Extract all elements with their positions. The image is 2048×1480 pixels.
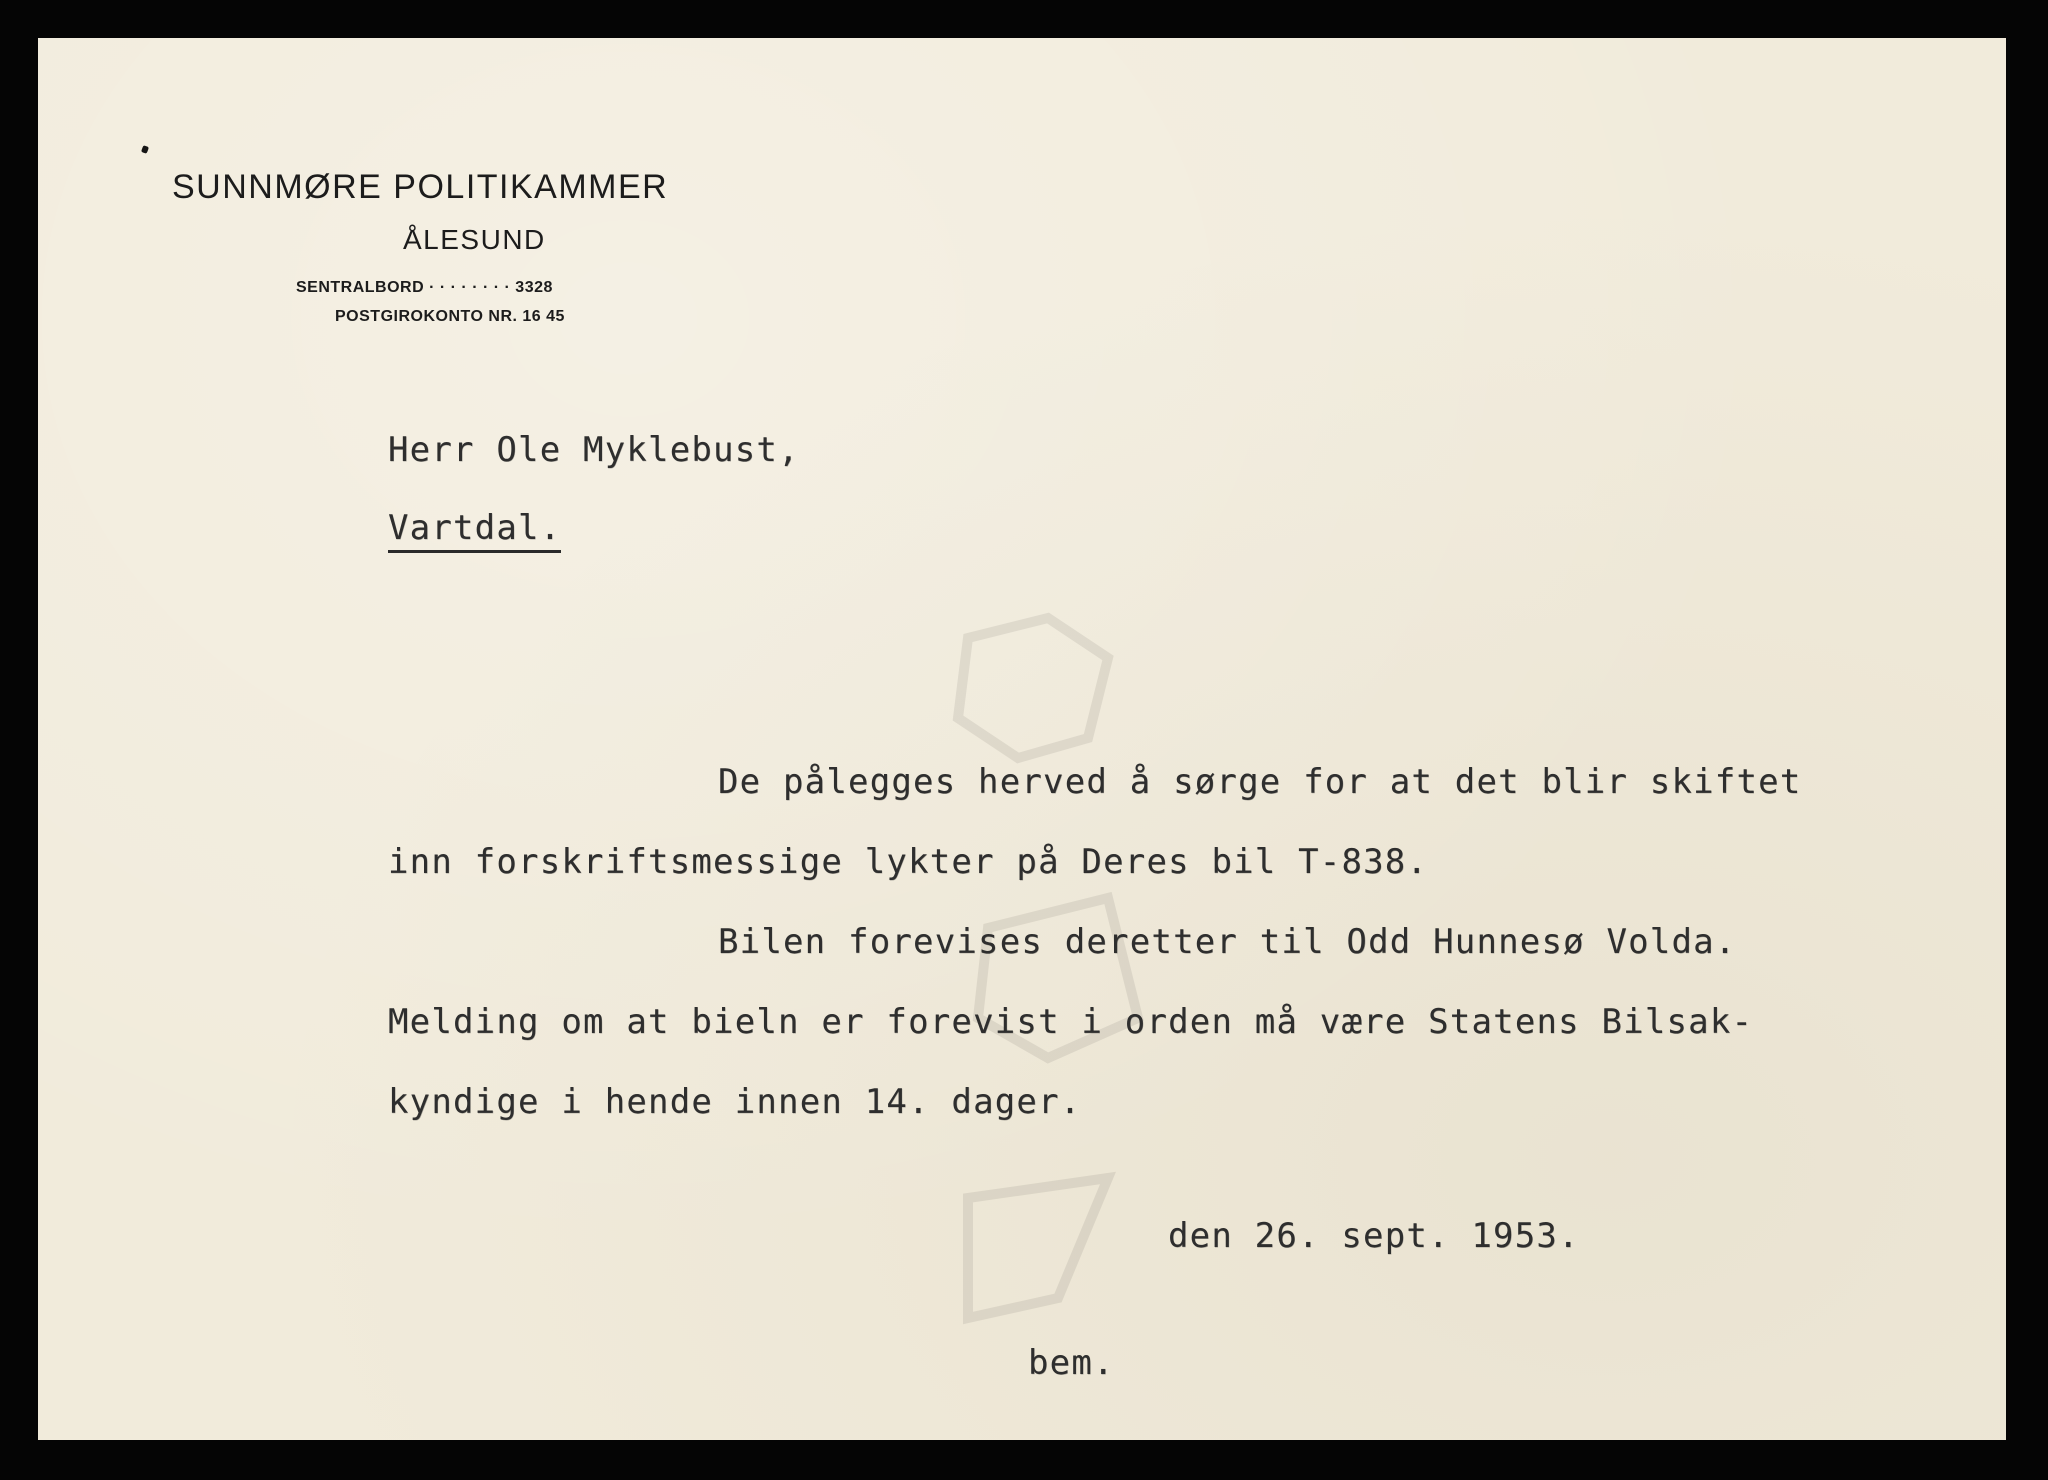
- letterhead-title: SUNNMØRE POLITIKAMMER: [172, 168, 669, 206]
- body-line: kyndige i hende innen 14. dager.: [388, 1082, 1082, 1122]
- body-line: inn forskriftsmessige lykter på Deres bil T-838.: [388, 842, 1429, 882]
- recipient-place: Vartdal.: [388, 508, 561, 553]
- ink-speck: [141, 145, 149, 154]
- recipient-name: Herr Ole Myklebust,: [388, 430, 800, 470]
- body-line: Melding om at bieln er forevist i orden må være Statens Bilsak-: [388, 1002, 1754, 1042]
- letterhead-phone: SENTRALBORD · · · · · · · · 3328: [296, 279, 553, 296]
- body-line: De pålegges herved å sørge for at det blir skiftet: [718, 762, 1802, 802]
- letterhead-giro: POSTGIROKONTO NR. 16 45: [335, 308, 565, 325]
- letterhead-city: ÅLESUND: [403, 224, 546, 255]
- signature-abbrev: bem.: [1028, 1343, 1115, 1383]
- letter-date: den 26. sept. 1953.: [1168, 1216, 1580, 1256]
- body-line: Bilen forevises deretter til Odd Hunnesø Volda.: [718, 922, 1737, 962]
- letter-paper: [38, 38, 2006, 1440]
